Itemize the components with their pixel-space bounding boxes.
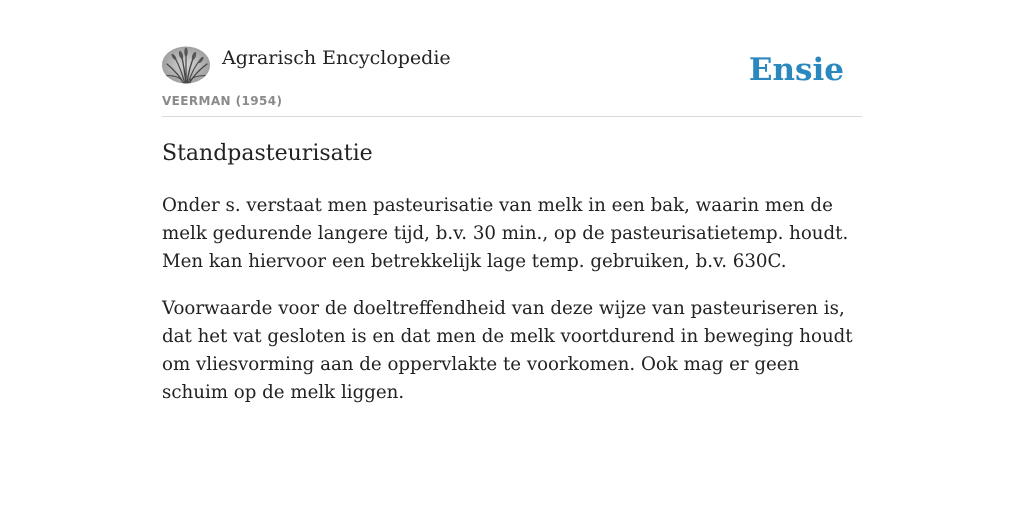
- article-title: Standpasteurisatie: [162, 141, 373, 166]
- wheat-logo-icon: [162, 46, 210, 84]
- article-body: [162, 192, 862, 426]
- page: [162, 0, 862, 512]
- source-title-link[interactable]: Agrarisch Encyclopedie: [222, 47, 451, 69]
- source-author-year: VEERMAN (1954): [162, 94, 283, 108]
- article-paragraph: Voorwaarde voor de doeltreffendheid van deze wijze van pasteuriseren is, dat het vat gesloten is en dat men de melk voortdurend in beweging houdt om vliesvorming aan de oppervlakte te voorkomen. Ook mag er geen schuim op de melk liggen.: [162, 298, 853, 403]
- brand-logo-link[interactable]: Ensie: [748, 52, 844, 88]
- header: [162, 46, 862, 117]
- article-paragraph: Onder s. verstaat men pasteurisatie van melk in een bak, waarin men de melk gedurende langere tijd, b.v. 30 min., op de pasteurisatietemp. houdt. Men kan hiervoor een betrekkelijk lage temp. gebruiken, b.v. 630C.: [162, 195, 849, 272]
